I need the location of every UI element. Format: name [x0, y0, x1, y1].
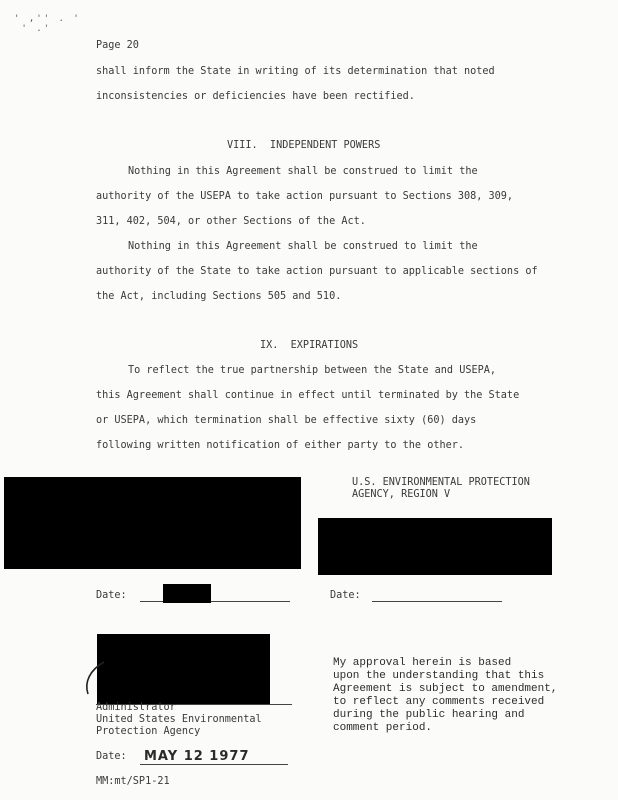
section-heading: IX. EXPIRATIONS: [260, 340, 359, 351]
approval-note-line: My approval herein is based: [333, 657, 512, 669]
body-line: the Act, including Sections 505 and 510.: [96, 291, 342, 302]
admin-date-label: Date:: [96, 751, 127, 762]
admin-date-line: [140, 764, 288, 765]
agency-region: AGENCY, REGION V: [352, 489, 451, 500]
body-line: authority of the State to take action pursuant to applicable sections of: [96, 266, 538, 277]
approval-note-line: Agreement is subject to amendment,: [333, 683, 558, 695]
page-number: Page 20: [96, 40, 139, 51]
date-label-left: Date:: [96, 590, 127, 601]
approval-note-line: to reflect any comments received: [333, 696, 545, 708]
redaction-block: [4, 477, 301, 569]
redaction-block: [97, 634, 270, 704]
signature-stroke-icon: [80, 660, 110, 700]
admin-title: Administrator: [96, 702, 176, 713]
body-line: authority of the USEPA to take action pursuant to Sections 308, 309,: [96, 191, 514, 202]
redaction-block: [318, 518, 552, 575]
agency-name: U.S. ENVIRONMENTAL PROTECTION: [352, 477, 530, 488]
date-label-right: Date:: [330, 590, 361, 601]
body-line: following written notification of either party to the other.: [96, 440, 465, 451]
body-line: Nothing in this Agreement shall be construed to limit the: [128, 241, 478, 252]
admin-org: Protection Agency: [96, 726, 201, 737]
body-line: shall inform the State in writing of its determination that noted: [96, 66, 495, 77]
scan-specks: ' ,'' . ' ' .': [14, 14, 81, 34]
body-line: Nothing in this Agreement shall be construed to limit the: [128, 166, 478, 177]
approval-note-line: during the public hearing and: [333, 709, 525, 721]
body-line: 311, 402, 504, or other Sections of the Act.: [96, 216, 366, 227]
date-stamp: MAY 12 1977: [144, 749, 250, 764]
body-line: inconsistencies or deficiencies have been rectified.: [96, 91, 415, 102]
footer-code: MM:mt/SP1-21: [96, 776, 170, 787]
body-line: To reflect the true partnership between the State and USEPA,: [128, 365, 497, 376]
approval-note-line: comment period.: [333, 722, 433, 734]
body-line: this Agreement shall continue in effect until terminated by the State: [96, 390, 520, 401]
redaction-block: [163, 584, 211, 603]
body-line: or USEPA, which termination shall be effective sixty (60) days: [96, 415, 477, 426]
admin-org: United States Environmental: [96, 714, 262, 725]
approval-note-line: upon the understanding that this: [333, 670, 545, 682]
section-heading: VIII. INDEPENDENT POWERS: [227, 140, 381, 151]
date-line-right: [372, 601, 502, 602]
